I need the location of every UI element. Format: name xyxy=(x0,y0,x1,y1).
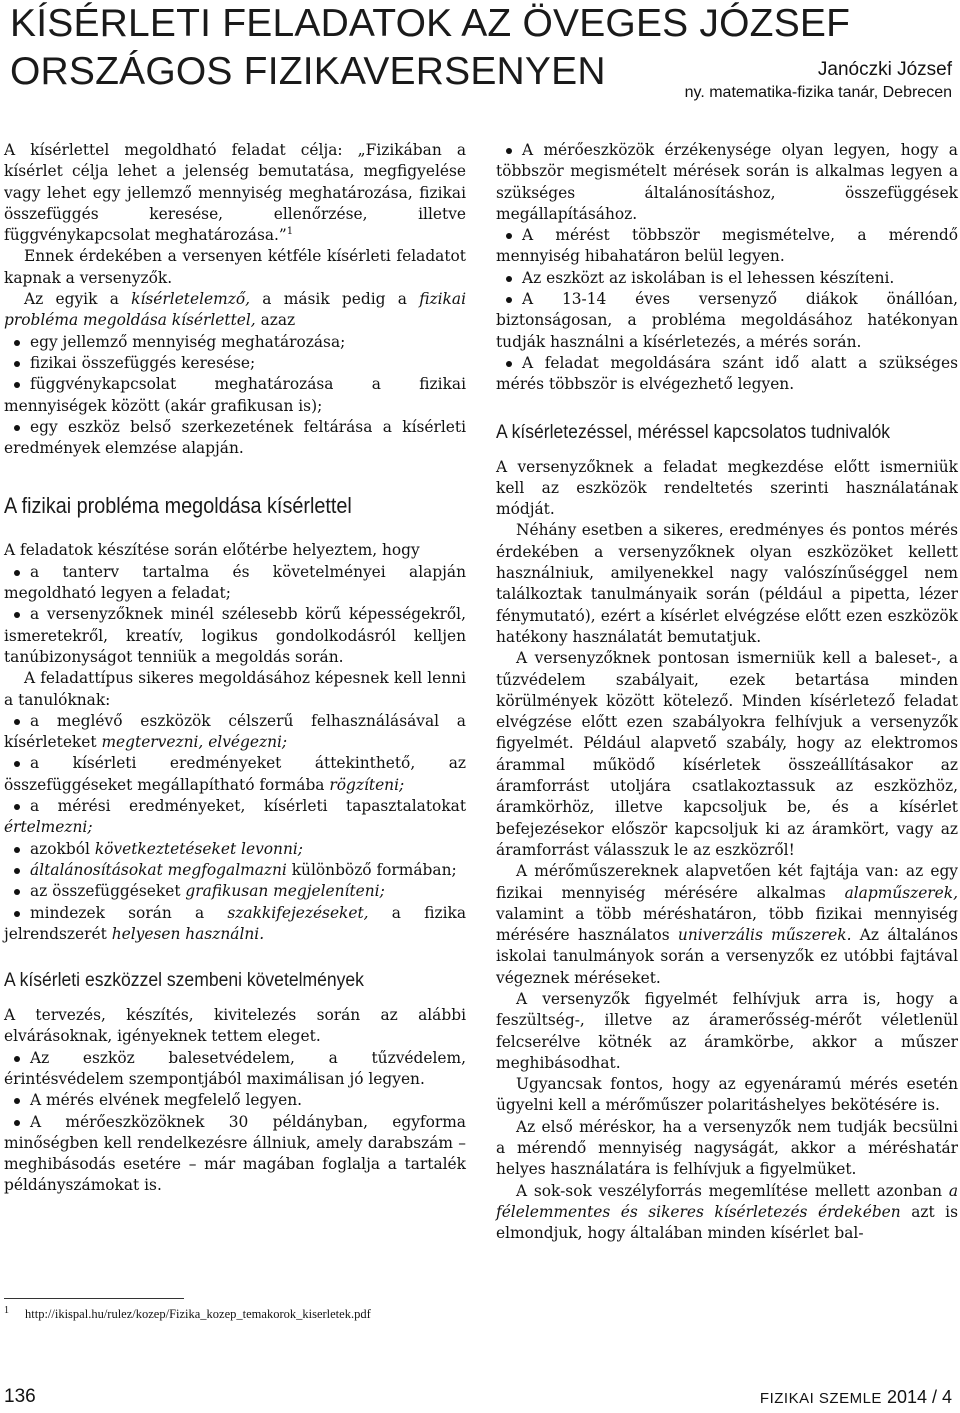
footnote-ref: 1 xyxy=(286,226,294,238)
list-item: a meglévő eszközök célszerű felhasználásával a kísérleteket megtervezni, elvégezni; xyxy=(4,711,466,754)
heading-device-requirements: A kísérleti eszközzel szembeni követelmények xyxy=(4,969,364,992)
problem-paragraph-1: A feladatok készítése során előtérbe helyeztem, hogy xyxy=(4,541,420,560)
requirements-paragraph: A tervezés, készítés, kivitelezés során az alábbi elvárásoknak, igényeknek tettem eleget. xyxy=(4,1006,466,1046)
intro-task-list xyxy=(4,332,466,460)
list-item: általánosításokat megfogalmazni különböző formában; xyxy=(4,860,466,881)
list-item: az összefüggéseket grafikusan megjeleníteni; xyxy=(4,881,466,902)
list-item: A mérőeszközöknek 30 példányban, egyforma minőségben kell rendelkezésre állniuk, amely darabszám – meghibásodás esetére – már magában foglalja a tartalék példányszámokat is. xyxy=(4,1112,466,1197)
intro-paragraph-2: Ennek érdekében a versenyen kétféle kísérleti feladatot kapnak a versenyzők. xyxy=(4,247,466,287)
title-line-2: ORSZÁGOS FIZIKAVERSENYEN xyxy=(10,50,606,93)
notes-paragraph-6: Ugyancsak fontos, hogy az egyenáramú mérés esetén ügyelni kell a mérőműszer polaritáshelyes bekötésére is. xyxy=(496,1075,958,1115)
list-item: A mérést többször megismételve, a mérendő mennyiség hibahatáron belül legyen. xyxy=(496,225,958,268)
list-item: mindezek során a szakkifejezéseket, a fizika jelrendszerét helyesen használni. xyxy=(4,903,466,946)
author-affiliation: ny. matematika-fizika tanár, Debrecen xyxy=(684,84,952,101)
problem-paragraph-2: A feladattípus sikeres megoldásához képesnek kell lenni a tanulóknak: xyxy=(4,669,466,709)
right-column xyxy=(496,140,958,1245)
list-item: fizikai összefüggés keresése; xyxy=(4,353,466,374)
list-item: függvénykapcsolat meghatározása a fizikai mennyiségek között (akár grafikusan is); xyxy=(4,374,466,417)
intro-paragraph-3: Az egyik a kísérletelemző, a másik pedig a fizikai probléma megoldása kísérlettel, azaz xyxy=(4,290,466,330)
journal-issue: 2014 / 4 xyxy=(881,1387,952,1407)
list-item: A 13-14 éves versenyző diákok önállóan, biztonságosan, a probléma megoldásához hatékonyan tudják használni a kísérletezés, a mérés során. xyxy=(496,289,958,353)
heading-experiment-notes: A kísérletezéssel, méréssel kapcsolatos tudnivalók xyxy=(496,420,891,443)
page-number: 136 xyxy=(4,1386,36,1407)
footnote xyxy=(4,1301,466,1324)
requirements-list-continued xyxy=(496,140,958,396)
list-item: a versenyzőknek minél szélesebb körű képességekről, ismeretekről, kreatív, logikus gondolkodásról kelljen tanúbizonyságot tenniük a megoldás során. xyxy=(4,604,466,668)
notes-paragraph-4: A mérőműszereknek alapvetően két fajtája van: az egy fizikai mennyiség mérésére alkalmas alapműszerek, valamint a több méréshatáron, több fizikai mennyiség mérésére használatos univerzális műszerek. Az általános iskolai tanulmányok során a versenyzők ez utóbbi fajtával végeznek méréseket. xyxy=(496,862,958,987)
list-item: egy eszköz belső szerkezetének feltárása a kísérleti eredmények elemzése alapján. xyxy=(4,417,466,460)
list-item: Az eszközt az iskolában is el lehessen készíteni. xyxy=(496,268,958,289)
list-item: a tanterv tartalma és követelményei alapján megoldható legyen a feladat; xyxy=(4,562,466,605)
problem-goal-list xyxy=(4,562,466,668)
footnote-rule xyxy=(4,1298,184,1299)
list-item: A mérőeszközök érzékenysége olyan legyen, hogy a többször megismételt mérések során is alkalmas legyen a szükséges általánosításhoz, összefüggések megállapításához. xyxy=(496,140,958,225)
notes-paragraph-5: A versenyzők figyelmét felhívjuk arra is, hogy a feszültség-, illetve az áramerősség-mérőt véletlenül felcserélve kötnék az áramkörbe, akkor a műszer meghibásodhat. xyxy=(496,989,958,1072)
list-item: egy jellemző mennyiség meghatározása; xyxy=(4,332,466,353)
notes-paragraph-2: Néhány esetben a sikeres, eredményes és pontos mérés érdekében a versenyzőknek olyan eszközöket kellett használniuk, amilyenekkel nagy valószínűséggel nem találkoztak tanulmányaik során (például a pipetta, lézer fénymutató), ezért a kísérlet elvégzése előtt ezen eszközök hatékony használatát bemutatjuk. xyxy=(496,521,958,646)
notes-paragraph-8: A sok-sok veszélyforrás megemlítése mellett azonban a félelemmentes és sikeres kísérletezés érdekében azt is elmondjuk, hogy általában minden kísérlet bal- xyxy=(496,1181,959,1243)
list-item: Az eszköz balesetvédelem, a tűzvédelem, érintésvédelem szempontjából maximálisan jó legyen. xyxy=(4,1048,466,1091)
requirements-list xyxy=(4,1048,466,1197)
left-column xyxy=(4,140,466,1197)
footnote-number: 1 xyxy=(4,1305,9,1316)
list-item: a kísérleti eredményeket áttekinthető, az összefüggéseket megállapítható formába rögzíteni; xyxy=(4,753,466,796)
list-item: A feladat megoldására szánt idő alatt a szükséges mérés többször is elvégezhető legyen. xyxy=(496,353,958,396)
skills-list xyxy=(4,711,466,945)
intro-paragraph-1: A kísérlettel megoldható feladat célja: „Fizikában a kísérlet célja lehet a jelenség bemutatása, megfigyelése vagy lehet egy jellemző mennyiség meghatározása, fizikai összefüggés keresése, ellenőrzése, illetve függvénykapcsolat meghatározása.”$^1$ xyxy=(4,141,466,245)
journal-footer xyxy=(760,1387,952,1408)
list-item: azokból következtetéseket levonni; xyxy=(4,839,466,860)
notes-paragraph-3: A versenyzőknek pontosan ismerniük kell a baleset-, a tűzvédelem szabályait, ezek betartása minden körülmények között kötelező. Minden kísérletező feladat elvégzése előtt ezen szabályokra felhívjuk a versenyzők figyelmét. Például alapvető szabály, hogy az elektromos árammal működő kísérletek összeállításakor az áramforrást utoljára csatlakoztassuk az eszközhöz, áramkörhöz, illetve kapcsoljuk be, és a kísérlet befejezésekor először kapcsoljuk ki az áramkört, vagy az áramforrást válasszuk le az eszközről! xyxy=(496,649,958,859)
title-line-1: KÍSÉRLETI FELADATOK AZ ÖVEGES JÓZSEF xyxy=(10,2,851,45)
journal-name: FIZIKAI SZEMLE xyxy=(759,1390,882,1407)
list-item: A mérés elvének megfelelő legyen. xyxy=(4,1090,466,1111)
heading-problem-solving: A fizikai probléma megoldása kísérlettel xyxy=(4,493,352,519)
notes-paragraph-1: A versenyzőknek a feladat megkezdése előtt ismerniük kell az eszközök rendeltetés szerinti használatának módját. xyxy=(496,457,958,519)
author-name: Janóczki József xyxy=(817,59,952,80)
list-item: a mérési eredményeket, kísérleti tapasztalatokat értelmezni; xyxy=(4,796,466,839)
author-block xyxy=(685,58,952,104)
notes-paragraph-7: Az első méréskor, ha a versenyzők nem tudják becsülni a mérendő mennyiség nagyságát, akkor a méréshatár helyes használatára is felhívjuk a figyelmüket. xyxy=(496,1117,958,1179)
footnote-link[interactable]: http://ikispal.hu/rulez/kozep/Fizika_kozep_temakorok_kiserletek.pdf xyxy=(25,1307,371,1322)
